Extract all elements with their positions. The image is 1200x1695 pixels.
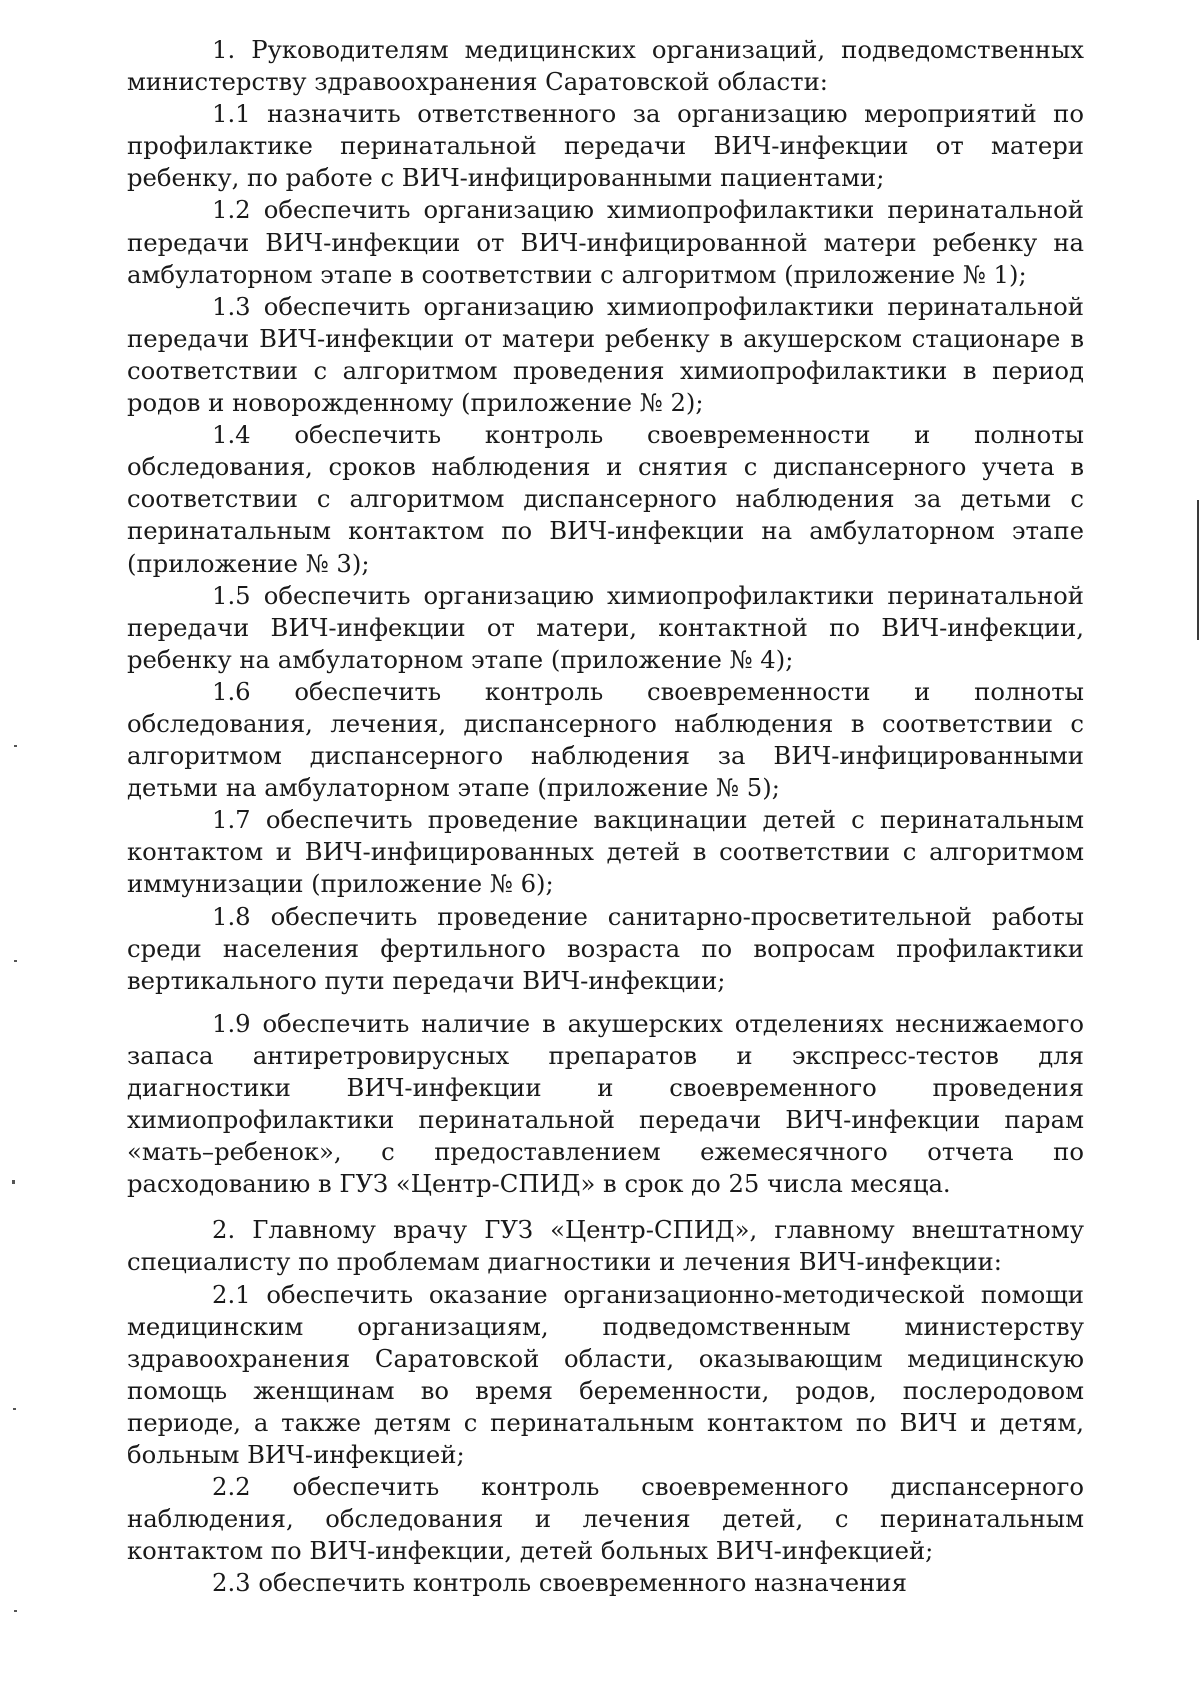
paragraph-1-6: 1.6 обеспечить контроль своевременности и полноты обследования, лечения, диспансерного наблюдения в соответствии с алгоритмом диспансерного наблюдения за ВИЧ-инфицированными детьми на амбулаторном этапе (приложение № 5);: [127, 676, 1084, 803]
paragraph-1-9: 1.9 обеспечить наличие в акушерских отделениях неснижаемого запаса антиретровирусных препаратов и экспресс-тестов для диагностики ВИЧ-инфекции и своевременного проведения химиопрофилактики перинатальной передачи ВИЧ-инфекции парам «мать–ребенок», с предоставлением ежемесячного отчета по расходованию в ГУЗ «Центр-СПИД» в срок до 25 числа месяца.: [127, 1008, 1084, 1199]
paragraph-1-4: 1.4 обеспечить контроль своевременности и полноты обследования, сроков наблюдения и снятия с диспансерного учета в соответствии с алгоритмом диспансерного наблюдения за детьми с перинатальным контактом по ВИЧ-инфекции на амбулаторном этапе (приложение № 3);: [127, 420, 1084, 578]
paragraph-1-1: 1.1 назначить ответственного за организацию мероприятий по профилактике перинатальной передачи ВИЧ-инфекции от матери ребенку, по работе с ВИЧ-инфицированными пациентами;: [127, 99, 1084, 193]
paragraph-1-7: 1.7 обеспечить проведение вакцинации детей с перинатальным контактом и ВИЧ-инфицированных детей в соответствии с алгоритмом иммунизации (приложение № 6);: [127, 805, 1084, 899]
document-body: [127, 34, 1084, 1600]
paragraph-2-1: 2.1 обеспечить оказание организационно-методической помощи медицинским организациям, подведомственным министерству здравоохранения Саратовской области, оказывающим медицинскую помощь женщинам во время беременности, родов, послеродовом периоде, а также детям с перинатальным контактом по ВИЧ и детям, больным ВИЧ-инфекцией;: [127, 1279, 1084, 1470]
scan-speck: [14, 745, 17, 747]
paragraph-1-5: 1.5 обеспечить организацию химиопрофилактики перинатальной передачи ВИЧ-инфекции от матери, контактной по ВИЧ-инфекции, ребенку на амбулаторном этапе (приложение № 4);: [127, 580, 1084, 674]
scan-speck: [13, 1408, 16, 1410]
paragraph-2: 2. Главному врачу ГУЗ «Центр-СПИД», главному внештатному специалисту по проблемам диагностики и лечения ВИЧ-инфекции:: [127, 1215, 1084, 1277]
scan-edge-line: [1197, 500, 1199, 640]
paragraph-1-8: 1.8 обеспечить проведение санитарно-просветительной работы среди населения фертильного возраста по вопросам профилактики вертикального пути передачи ВИЧ-инфекции;: [127, 901, 1084, 995]
scan-speck: [14, 1610, 17, 1612]
paragraph-1-2: 1.2 обеспечить организацию химиопрофилактики перинатальной передачи ВИЧ-инфекции от ВИЧ-инфицированной матери ребенку на амбулаторном этапе в соответствии с алгоритмом (приложение № 1);: [127, 195, 1084, 289]
paragraph-1-3: 1.3 обеспечить организацию химиопрофилактики перинатальной передачи ВИЧ-инфекции от матери ребенку в акушерском стационаре в соответствии с алгоритмом проведения химиопрофилактики в период родов и новорожденному (приложение № 2);: [127, 291, 1084, 418]
scan-speck: [14, 960, 17, 962]
paragraph-1: 1. Руководителям медицинских организаций, подведомственных министерству здравоохранения Саратовской области:: [127, 35, 1084, 97]
scan-speck: [12, 1180, 15, 1184]
paragraph-2-3: 2.3 обеспечить контроль своевременного назначения: [212, 1568, 907, 1598]
paragraph-2-2: 2.2 обеспечить контроль своевременного диспансерного наблюдения, обследования и лечения детей, с перинатальным контактом по ВИЧ-инфекции, детей больных ВИЧ-инфекцией;: [127, 1472, 1084, 1566]
